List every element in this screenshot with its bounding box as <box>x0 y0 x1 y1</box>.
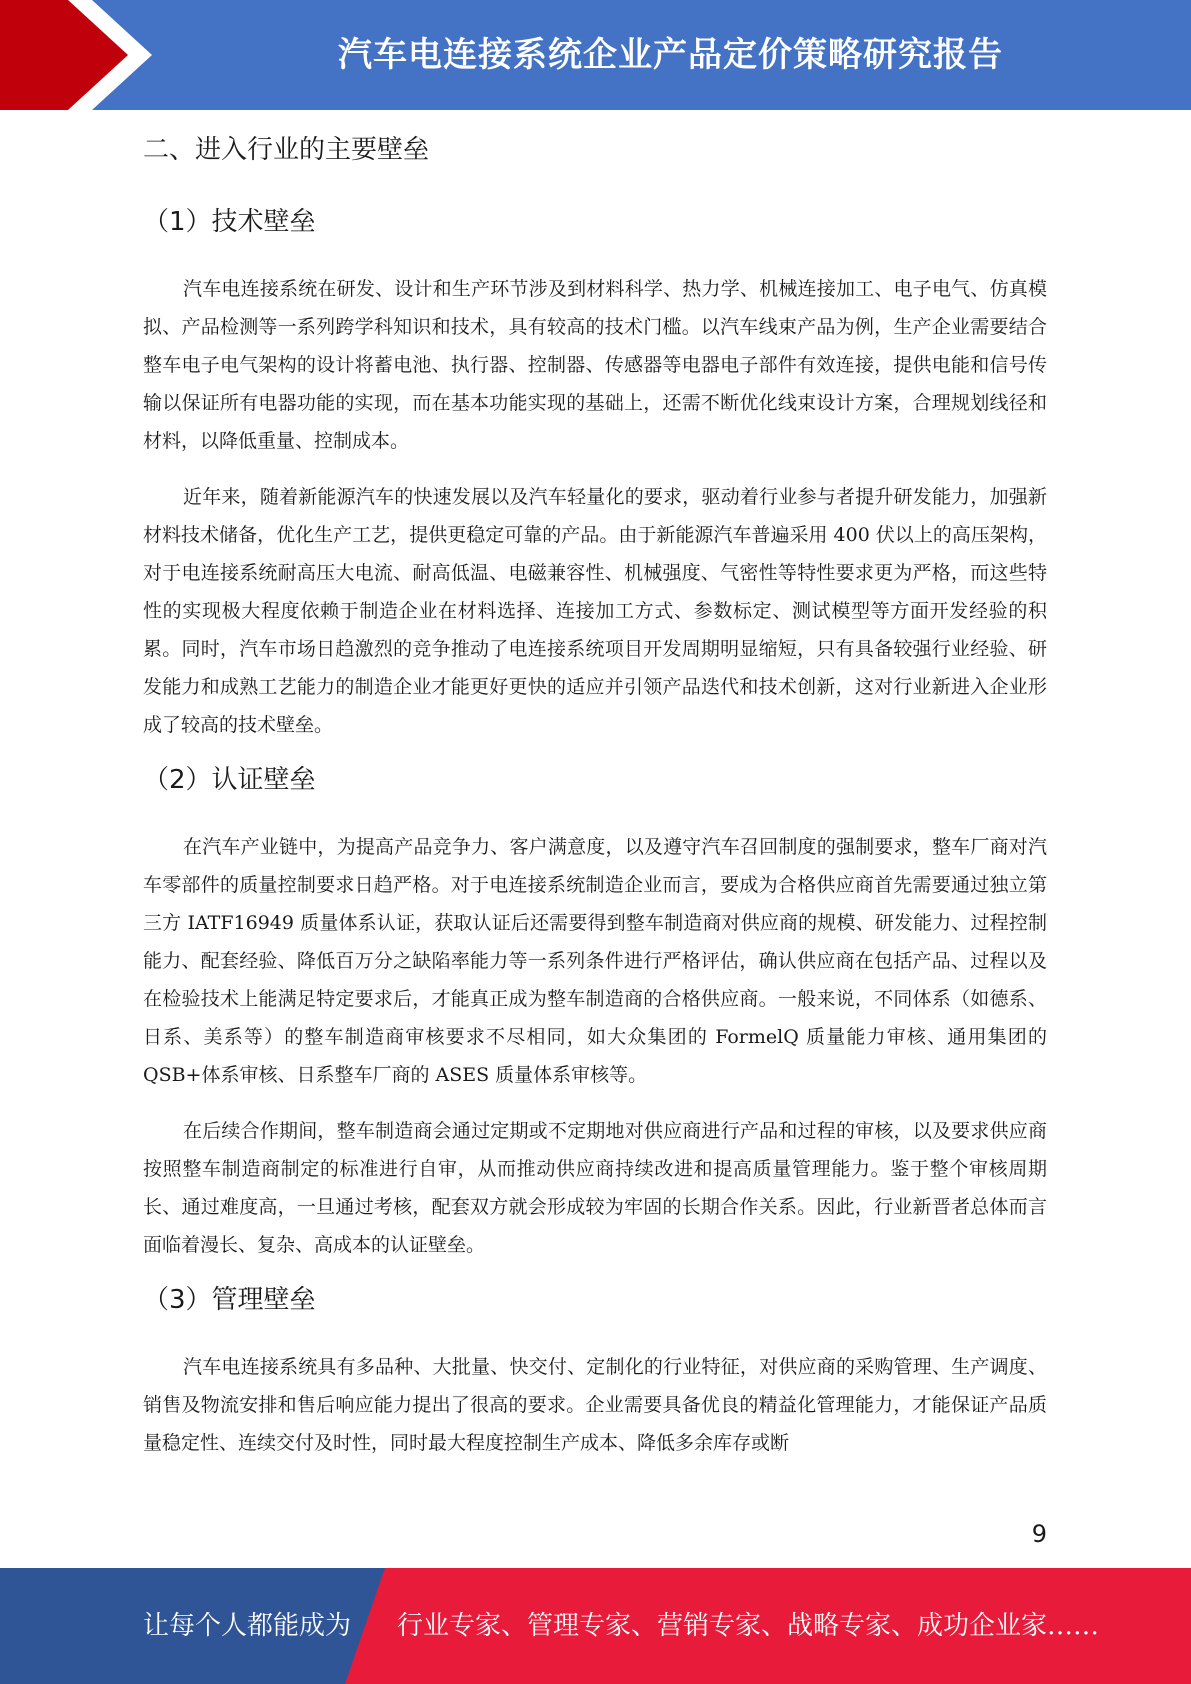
main-content <box>143 128 1047 1462</box>
subsection-heading-technical: （1）技术壁垒 <box>143 207 316 237</box>
section-title: 二、进入行业的主要壁垒 <box>143 135 430 165</box>
footer-slogan-left: 让每个人都能成为 <box>143 1611 352 1641</box>
paragraph: 在后续合作期间，整车制造商会通过定期或不定期地对供应商进行产品和过程的审核，以及要求供应商按照整车制造商制定的标准进行自审，从而推动供应商持续改进和提高质量管理能力。鉴于整个审核周期长、通过难度高，一旦通过考核，配套双方就会形成较为牢固的长期合作关系。因此，行业新晋者总体而言面临着漫长、复杂、高成本的认证壁垒。 <box>143 1120 1047 1256</box>
document-title: 汽车电连接系统企业产品定价策略研究报告 <box>338 35 1003 75</box>
paragraph: 汽车电连接系统具有多品种、大批量、快交付、定制化的行业特征，对供应商的采购管理、生产调度、销售及物流安排和售后响应能力提出了很高的要求。企业需要具备优良的精益化管理能力，才能保证产品质量稳定性、连续交付及时性，同时最大程度控制生产成本、降低多余库存或断 <box>143 1356 1047 1454</box>
page-number: 9 <box>1031 1520 1047 1548</box>
footer-slogan-right: 行业专家、管理专家、营销专家、战略专家、成功企业家…… <box>397 1611 1100 1641</box>
page-header <box>0 0 1191 110</box>
paragraph: 在汽车产业链中，为提高产品竞争力、客户满意度，以及遵守汽车召回制度的强制要求，整车厂商对汽车零部件的质量控制要求日趋严格。对于电连接系统制造企业而言，要成为合格供应商首先需要通过独立第三方 IATF16949 质量体系认证，获取认证后还需要得到整车制造商对供应商的规模、研发能力、过程控制能力、配套经验、降低百万分之缺陷率能力等一系列条件进行严格评估，确认供应商在包括产品、过程以及在检验技术上能满足特定要求后，才能真正成为整车制造商的合格供应商。一般来说，不同体系（如德系、日系、美系等）的整车制造商审核要求不尽相同，如大众集团的 FormelQ 质量能力审核、通用集团的 QSB+体系审核、日系整车厂商的 ASES 质量体系审核等。 <box>143 836 1047 1086</box>
subsection-heading-certification: （2）认证壁垒 <box>143 765 316 795</box>
paragraph: 汽车电连接系统在研发、设计和生产环节涉及到材料科学、热力学、机械连接加工、电子电气、仿真模拟、产品检测等一系列跨学科知识和技术，具有较高的技术门槛。以汽车线束产品为例，生产企业需要结合整车电子电气架构的设计将蓄电池、执行器、控制器、传感器等电器电子部件有效连接，提供电能和信号传输以保证所有电器功能的实现，而在基本功能实现的基础上，还需不断优化线束设计方案，合理规划线径和材料，以降低重量、控制成本。 <box>143 278 1047 452</box>
page-footer <box>0 1568 1191 1684</box>
subsection-heading-management: （3）管理壁垒 <box>143 1285 316 1315</box>
paragraph: 近年来，随着新能源汽车的快速发展以及汽车轻量化的要求，驱动着行业参与者提升研发能力，加强新材料技术储备，优化生产工艺，提供更稳定可靠的产品。由于新能源汽车普遍采用 400 伏以上的高压架构，对于电连接系统耐高压大电流、耐高低温、电磁兼容性、机械强度、气密性等特性要求更为严格，而这些特性的实现极大程度依赖于制造企业在材料选择、连接加工方式、参数标定、测试模型等方面开发经验的积累。同时，汽车市场日趋激烈的竞争推动了电连接系统项目开发周期明显缩短，只有具备较强行业经验、研发能力和成熟工艺能力的制造企业才能更好更快的适应并引领产品迭代和技术创新，这对行业新进入企业形成了较高的技术壁垒。 <box>143 486 1047 736</box>
